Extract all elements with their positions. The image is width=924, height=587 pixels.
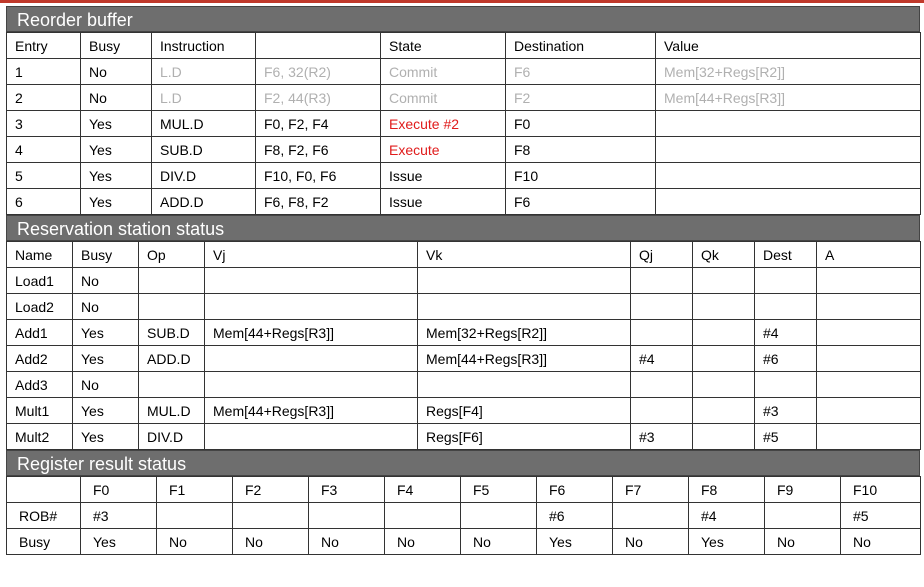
rs-cell: #4	[755, 320, 817, 346]
rs-cell	[817, 424, 921, 450]
rs-cell	[693, 346, 755, 372]
rob-header-cell: State	[381, 33, 506, 59]
rs-cell	[631, 372, 693, 398]
reg-header-cell: F8	[689, 477, 765, 503]
rob-header-cell: Value	[656, 33, 921, 59]
rob-cell-state: Commit	[381, 85, 506, 111]
rs-cell	[205, 424, 418, 450]
reg-header-cell: F6	[537, 477, 613, 503]
rs-cell: Mult2	[7, 424, 73, 450]
reservation-station-table	[6, 241, 921, 450]
reg-header-cell: F4	[385, 477, 461, 503]
reg-cell	[309, 503, 385, 529]
reg-cell	[461, 503, 537, 529]
rs-cell	[817, 346, 921, 372]
rs-cell	[755, 372, 817, 398]
rob-cell-value	[656, 111, 921, 137]
rs-header-cell: Qk	[693, 242, 755, 268]
rob-header-cell: Instruction	[152, 33, 256, 59]
reg-cell: No	[841, 529, 921, 555]
rob-cell-op: ADD.D	[152, 189, 256, 215]
rs-cell	[693, 372, 755, 398]
top-rule	[0, 0, 924, 3]
rs-cell: MUL.D	[139, 398, 205, 424]
rs-cell: #3	[755, 398, 817, 424]
rs-row	[7, 294, 921, 320]
reg-header-cell	[7, 477, 81, 503]
reg-cell: Yes	[81, 529, 157, 555]
rs-row	[7, 398, 921, 424]
rs-cell: SUB.D	[139, 320, 205, 346]
reg-cell: ROB#	[7, 503, 81, 529]
rs-cell: Regs[F4]	[418, 398, 631, 424]
rob-cell-value: Mem[32+Regs[R2]]	[656, 59, 921, 85]
rs-cell: Mem[44+Regs[R3]]	[205, 398, 418, 424]
reg-cell: #6	[537, 503, 613, 529]
rob-cell-op: SUB.D	[152, 137, 256, 163]
rs-row	[7, 424, 921, 450]
rs-header-cell: Qj	[631, 242, 693, 268]
rob-cell-op: DIV.D	[152, 163, 256, 189]
rob-cell-state: Execute	[381, 137, 506, 163]
rs-cell: #6	[755, 346, 817, 372]
rs-cell	[631, 294, 693, 320]
rs-cell: #3	[631, 424, 693, 450]
rob-row	[7, 137, 921, 163]
rs-cell: No	[73, 372, 139, 398]
rob-cell-operands: F10, F0, F6	[256, 163, 381, 189]
rob-cell-entry: 4	[7, 137, 81, 163]
reg-cell: #5	[841, 503, 921, 529]
reg-cell	[765, 503, 841, 529]
reg-cell	[157, 503, 233, 529]
rob-cell-dest: F8	[506, 137, 656, 163]
rs-cell	[817, 372, 921, 398]
rob-row	[7, 189, 921, 215]
rs-cell	[693, 424, 755, 450]
rs-cell: Yes	[73, 320, 139, 346]
rob-header-cell: Busy	[81, 33, 152, 59]
rs-cell: No	[73, 294, 139, 320]
rob-row	[7, 85, 921, 111]
rs-cell	[817, 268, 921, 294]
rs-cell	[205, 346, 418, 372]
rob-cell-dest: F10	[506, 163, 656, 189]
rob-cell-entry: 3	[7, 111, 81, 137]
rob-cell-value	[656, 137, 921, 163]
reg-cell: #3	[81, 503, 157, 529]
rob-cell-busy: Yes	[81, 189, 152, 215]
rob-cell-value	[656, 163, 921, 189]
rs-cell: Yes	[73, 398, 139, 424]
rob-cell-busy: Yes	[81, 111, 152, 137]
rob-cell-dest: F6	[506, 59, 656, 85]
rs-cell	[139, 268, 205, 294]
rob-cell-state: Issue	[381, 189, 506, 215]
rs-cell: Yes	[73, 424, 139, 450]
rs-cell	[755, 268, 817, 294]
reg-cell: Yes	[689, 529, 765, 555]
rob-cell-dest: F6	[506, 189, 656, 215]
rs-row	[7, 372, 921, 398]
rs-cell: Add1	[7, 320, 73, 346]
reg-header-row	[7, 477, 921, 503]
rs-cell	[817, 398, 921, 424]
rs-cell	[205, 372, 418, 398]
rs-row	[7, 268, 921, 294]
reg-header-cell: F0	[81, 477, 157, 503]
rob-section-title: Reorder buffer	[6, 6, 920, 32]
reorder-buffer-table	[6, 32, 921, 215]
rob-header-row	[7, 33, 921, 59]
rob-cell-operands: F0, F2, F4	[256, 111, 381, 137]
rs-header-cell: Busy	[73, 242, 139, 268]
rob-cell-value: Mem[44+Regs[R3]]	[656, 85, 921, 111]
rs-row	[7, 320, 921, 346]
reg-section-title: Register result status	[6, 450, 920, 476]
rs-cell: ADD.D	[139, 346, 205, 372]
register-result-table	[6, 476, 921, 555]
rob-cell-entry: 1	[7, 59, 81, 85]
rs-cell	[693, 320, 755, 346]
rs-cell: Yes	[73, 346, 139, 372]
rs-header-row	[7, 242, 921, 268]
rs-section-title: Reservation station status	[6, 215, 920, 241]
rs-cell: #4	[631, 346, 693, 372]
rs-header-cell: Dest	[755, 242, 817, 268]
rob-cell-op: L.D	[152, 85, 256, 111]
rs-cell	[418, 372, 631, 398]
rob-cell-op: MUL.D	[152, 111, 256, 137]
rs-cell	[817, 320, 921, 346]
rob-cell-entry: 6	[7, 189, 81, 215]
rob-cell-busy: Yes	[81, 163, 152, 189]
rob-header-cell	[256, 33, 381, 59]
rob-cell-dest: F0	[506, 111, 656, 137]
rob-cell-dest: F2	[506, 85, 656, 111]
rob-cell-entry: 2	[7, 85, 81, 111]
reg-cell: No	[765, 529, 841, 555]
rob-cell-operands: F2, 44(R3)	[256, 85, 381, 111]
rs-header-cell: Name	[7, 242, 73, 268]
rs-cell: Mem[44+Regs[R3]]	[205, 320, 418, 346]
rs-cell: DIV.D	[139, 424, 205, 450]
rs-cell	[139, 294, 205, 320]
reg-cell	[613, 503, 689, 529]
rs-cell: Mult1	[7, 398, 73, 424]
rs-cell	[817, 294, 921, 320]
rs-header-cell: Vj	[205, 242, 418, 268]
rs-header-cell: Op	[139, 242, 205, 268]
reg-header-cell: F9	[765, 477, 841, 503]
rob-cell-op: L.D	[152, 59, 256, 85]
reg-header-cell: F5	[461, 477, 537, 503]
rs-cell	[693, 268, 755, 294]
reg-cell: No	[385, 529, 461, 555]
reg-cell	[385, 503, 461, 529]
reg-cell: Yes	[537, 529, 613, 555]
reg-header-cell: F7	[613, 477, 689, 503]
rs-cell	[755, 294, 817, 320]
rs-header-cell: Vk	[418, 242, 631, 268]
reg-header-cell: F1	[157, 477, 233, 503]
rs-cell	[139, 372, 205, 398]
rs-cell: Mem[32+Regs[R2]]	[418, 320, 631, 346]
rob-cell-busy: Yes	[81, 137, 152, 163]
tomasulo-status-panel	[6, 6, 920, 555]
rs-cell: Load1	[7, 268, 73, 294]
rs-cell	[693, 294, 755, 320]
rob-cell-busy: No	[81, 59, 152, 85]
rob-cell-value	[656, 189, 921, 215]
reg-row	[7, 503, 921, 529]
rob-cell-busy: No	[81, 85, 152, 111]
reg-cell: No	[309, 529, 385, 555]
reg-cell: No	[613, 529, 689, 555]
rs-cell: Add3	[7, 372, 73, 398]
reg-cell	[233, 503, 309, 529]
rs-row	[7, 346, 921, 372]
reg-cell: No	[157, 529, 233, 555]
rs-cell: Regs[F6]	[418, 424, 631, 450]
rob-row	[7, 59, 921, 85]
rob-cell-entry: 5	[7, 163, 81, 189]
rs-cell	[205, 268, 418, 294]
rs-cell	[418, 294, 631, 320]
reg-cell: No	[233, 529, 309, 555]
reg-cell: Busy	[7, 529, 81, 555]
rob-row	[7, 163, 921, 189]
rs-cell	[631, 320, 693, 346]
rob-cell-state: Execute #2	[381, 111, 506, 137]
rs-cell	[205, 294, 418, 320]
rs-cell: No	[73, 268, 139, 294]
reg-cell: No	[461, 529, 537, 555]
reg-cell: #4	[689, 503, 765, 529]
rs-cell	[631, 268, 693, 294]
rob-header-cell: Entry	[7, 33, 81, 59]
rob-cell-operands: F8, F2, F6	[256, 137, 381, 163]
reg-row	[7, 529, 921, 555]
rs-cell	[693, 398, 755, 424]
rs-cell: Add2	[7, 346, 73, 372]
rs-cell	[631, 398, 693, 424]
rob-cell-operands: F6, F8, F2	[256, 189, 381, 215]
rs-cell: Mem[44+Regs[R3]]	[418, 346, 631, 372]
rs-cell	[418, 268, 631, 294]
rob-cell-state: Issue	[381, 163, 506, 189]
reg-header-cell: F2	[233, 477, 309, 503]
rs-cell: Load2	[7, 294, 73, 320]
rs-header-cell: A	[817, 242, 921, 268]
rs-cell: #5	[755, 424, 817, 450]
rob-row	[7, 111, 921, 137]
rob-cell-state: Commit	[381, 59, 506, 85]
reg-header-cell: F10	[841, 477, 921, 503]
rob-header-cell: Destination	[506, 33, 656, 59]
reg-header-cell: F3	[309, 477, 385, 503]
rob-cell-operands: F6, 32(R2)	[256, 59, 381, 85]
